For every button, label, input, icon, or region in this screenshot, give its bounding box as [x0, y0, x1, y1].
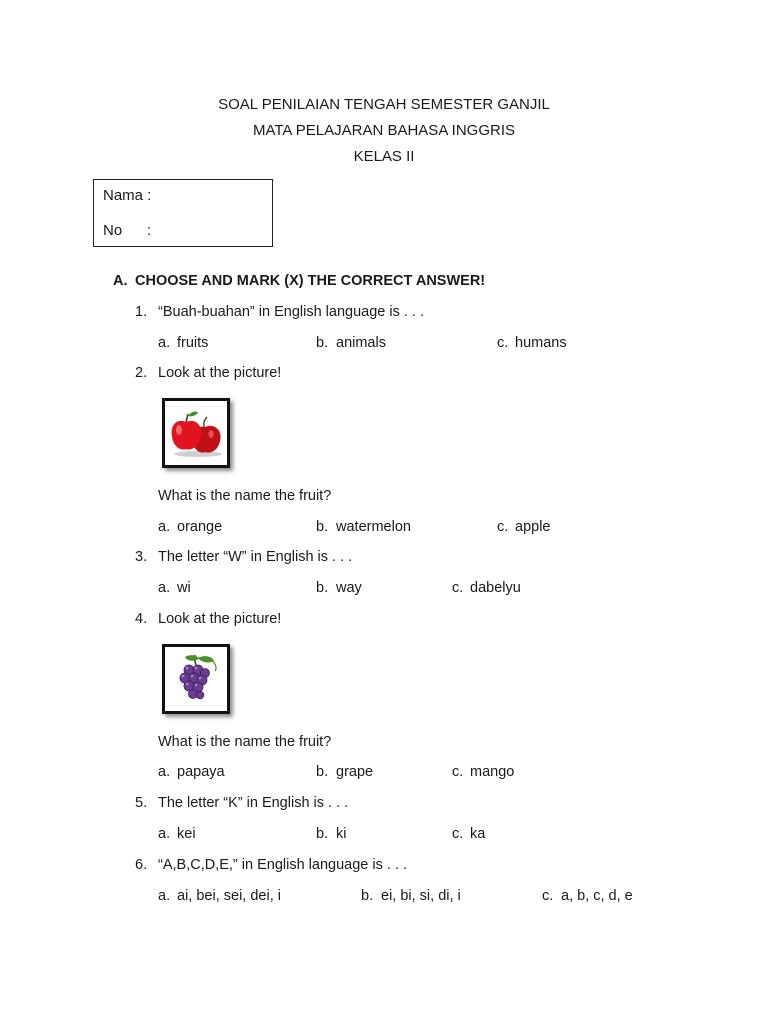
option-text: ka: [470, 826, 486, 842]
question-text: The letter “W” in English is . . .: [158, 549, 353, 565]
option-letter: b.: [316, 826, 329, 842]
name-label: Nama :: [103, 187, 152, 204]
question-text: The letter “K” in English is . . .: [158, 795, 349, 811]
option-text: kei: [177, 826, 196, 842]
option-text: apple: [515, 519, 551, 535]
question-text: “A,B,C,D,E,” in English language is . . .: [158, 857, 408, 873]
option-letter: c.: [497, 519, 509, 535]
option-letter: a.: [158, 519, 171, 535]
option-text: a, b, c, d, e: [561, 888, 633, 904]
section-marker: A.: [113, 273, 128, 289]
option-text: ki: [336, 826, 347, 842]
option-letter: c.: [542, 888, 554, 904]
option-letter: b.: [361, 888, 374, 904]
apple-icon: [165, 401, 227, 465]
page-title-line-2: MATA PELAJARAN BAHASA INGGRIS: [252, 122, 516, 139]
grape-picture: [162, 644, 230, 714]
question-number: 1.: [135, 304, 148, 320]
number-label: No: [103, 222, 123, 239]
option-letter: a.: [158, 580, 171, 596]
question-number: 3.: [135, 549, 148, 565]
option-letter: c.: [497, 335, 509, 351]
option-letter: a.: [158, 826, 171, 842]
option-letter: c.: [452, 764, 464, 780]
grape-icon: [165, 647, 227, 711]
option-letter: b.: [316, 580, 329, 596]
option-text: orange: [177, 519, 223, 535]
option-text: wi: [177, 580, 191, 596]
question-text: “Buah-buahan” in English language is . . .: [158, 304, 425, 320]
option-text: ai, bei, sei, dei, i: [177, 888, 281, 904]
option-text: mango: [470, 764, 515, 780]
option-text: grape: [336, 764, 374, 780]
option-letter: b.: [316, 764, 329, 780]
option-text: watermelon: [336, 519, 411, 535]
question-number: 4.: [135, 611, 148, 627]
option-text: ei, bi, si, di, i: [381, 888, 461, 904]
option-text: animals: [336, 335, 386, 351]
option-letter: a.: [158, 764, 171, 780]
option-letter: c.: [452, 826, 464, 842]
question-text: Look at the picture!: [158, 365, 282, 381]
option-letter: c.: [452, 580, 464, 596]
apple-picture: [162, 398, 230, 468]
question-text: Look at the picture!: [158, 611, 282, 627]
option-letter: b.: [316, 519, 329, 535]
option-text: dabelyu: [470, 580, 521, 596]
page-title-line-3: KELAS II: [353, 148, 415, 165]
question-number: 5.: [135, 795, 148, 811]
option-text: humans: [515, 335, 567, 351]
number-colon: :: [147, 222, 152, 239]
option-text: papaya: [177, 764, 225, 780]
section-title: CHOOSE AND MARK (X) THE CORRECT ANSWER!: [135, 273, 486, 289]
question-followup: What is the name the fruit?: [158, 734, 332, 750]
option-letter: a.: [158, 335, 171, 351]
option-letter: a.: [158, 888, 171, 904]
question-number: 2.: [135, 365, 148, 381]
question-followup: What is the name the fruit?: [158, 488, 332, 504]
option-text: fruits: [177, 335, 209, 351]
question-number: 6.: [135, 857, 148, 873]
option-letter: b.: [316, 335, 329, 351]
option-text: way: [336, 580, 362, 596]
page-title-line-1: SOAL PENILAIAN TENGAH SEMESTER GANJIL: [218, 96, 550, 113]
